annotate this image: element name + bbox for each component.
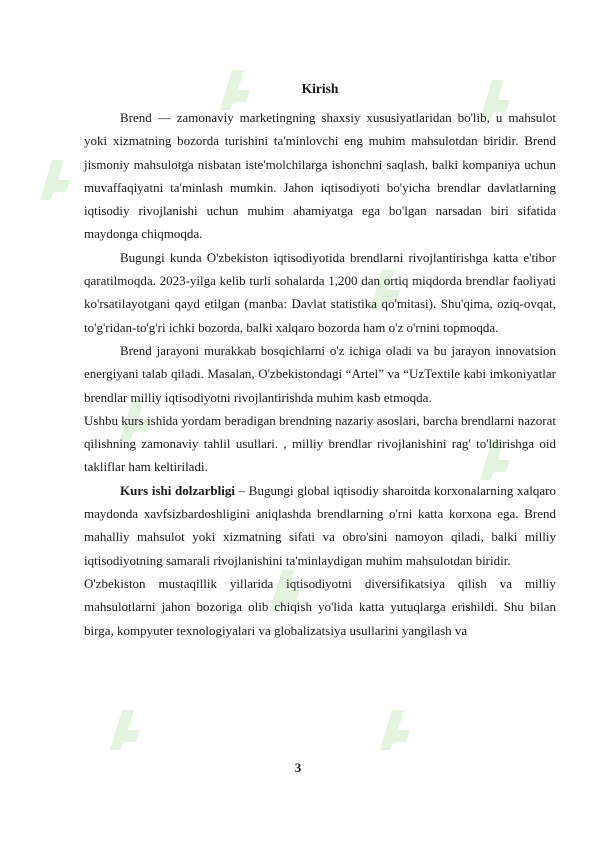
watermark-logo-icon: [100, 700, 160, 760]
paragraph-uzbekistan-brands: Bugungi kunda O'zbekiston iqtisodiyotida brendlarni rivojlantirishga katta e'tibor qaratilmoqda. 2023-yilga kelib turli sohalarda 1,200 dan ortiq miqdorda brendlar faoliyati ko'rsatilayotgani qayd etilgan (manba: Davlat statistika qo'mitasi). Shu'qima, oziq-ovqat, to'g'ridan-to'g'ri ichki bozorda, balki xalqaro bozorda ham o'z o'rnini topmoqda.: [84, 249, 556, 335]
page-number: 3: [294, 760, 302, 775]
document-page: [84, 78, 556, 642]
watermark-logo-icon: [30, 150, 90, 210]
paragraph-intro: Brend — zamonaviy marketingning shaxsiy xususiyatlaridan bo'lib, u mahsulot yoki xizmatning bozorda turishini ta'minlovchi eng muhim mahsulotdan biridir. Brend jismoniy mahsulotga nisbatan iste'molchilarga ishonchni saqlash, balki kompaniya uchun muvaffaqiyatni ta'minlash mumkin. Jahon iqtisodiyoti bo'yicha brendlar davlatlarning iqtisodiy rivojlanishi uchun muhim ahamiyatga ega bo'lgan narsadan biri sifatida maydonga chiqmoqda.: [84, 110, 556, 242]
paragraph-relevance: [84, 479, 556, 572]
paragraph-closing: O'zbekiston mustaqillik yillarida iqtisodiyotni diversifikatsiya qilish va milliy mahsulotlarni jahon bozoriga olib chiqish yo'lida katta yutuqlarga erishildi. Shu bilan birga, kompyuter texnologiyalari va globalizatsiya usullarini yangilash va: [84, 575, 556, 638]
paragraph-course-scope: Ushbu kurs ishida yordam beradigan brendning nazariy asoslari, barcha brendlarni nazorat qilishning zamonaviy tahlil usullari. , milliy brendlar rivojlanishini rag' to'ldirishga oid takliflar ham keltiriladi.: [84, 412, 556, 475]
paragraph-brand-process: Brend jarayoni murakkab bosqichlarni o'z ichiga oladi va bu jarayon innovatsion energiyani talab qiladi. Masalan, O'zbekistondagi “Artel” va “UzTextile kabi imkoniyatlar brendlar milliy iqtisodiyotni rivojlantirishda muhim kasb etmoqda.: [84, 342, 556, 405]
relevance-heading: Kurs ishi dolzarbligi: [120, 482, 235, 498]
relevance-text: – Bugungi global iqtisodiy sharoitda korxonalarning xalqaro maydonda xavfsizbardoshligini aniqlashda brendlarning o'rni katta korxona ega. Brend mahalliy mahsulot yoki xizmatning sifati va obro'sini namoyon qiladi, balki milliy iqtisodiyotning samarali rivojlanishini ta'minlaydigan muhim mahsulotdan biridir.: [84, 482, 556, 568]
watermark-logo-icon: [370, 700, 430, 760]
page-title: Kirish: [301, 81, 339, 96]
